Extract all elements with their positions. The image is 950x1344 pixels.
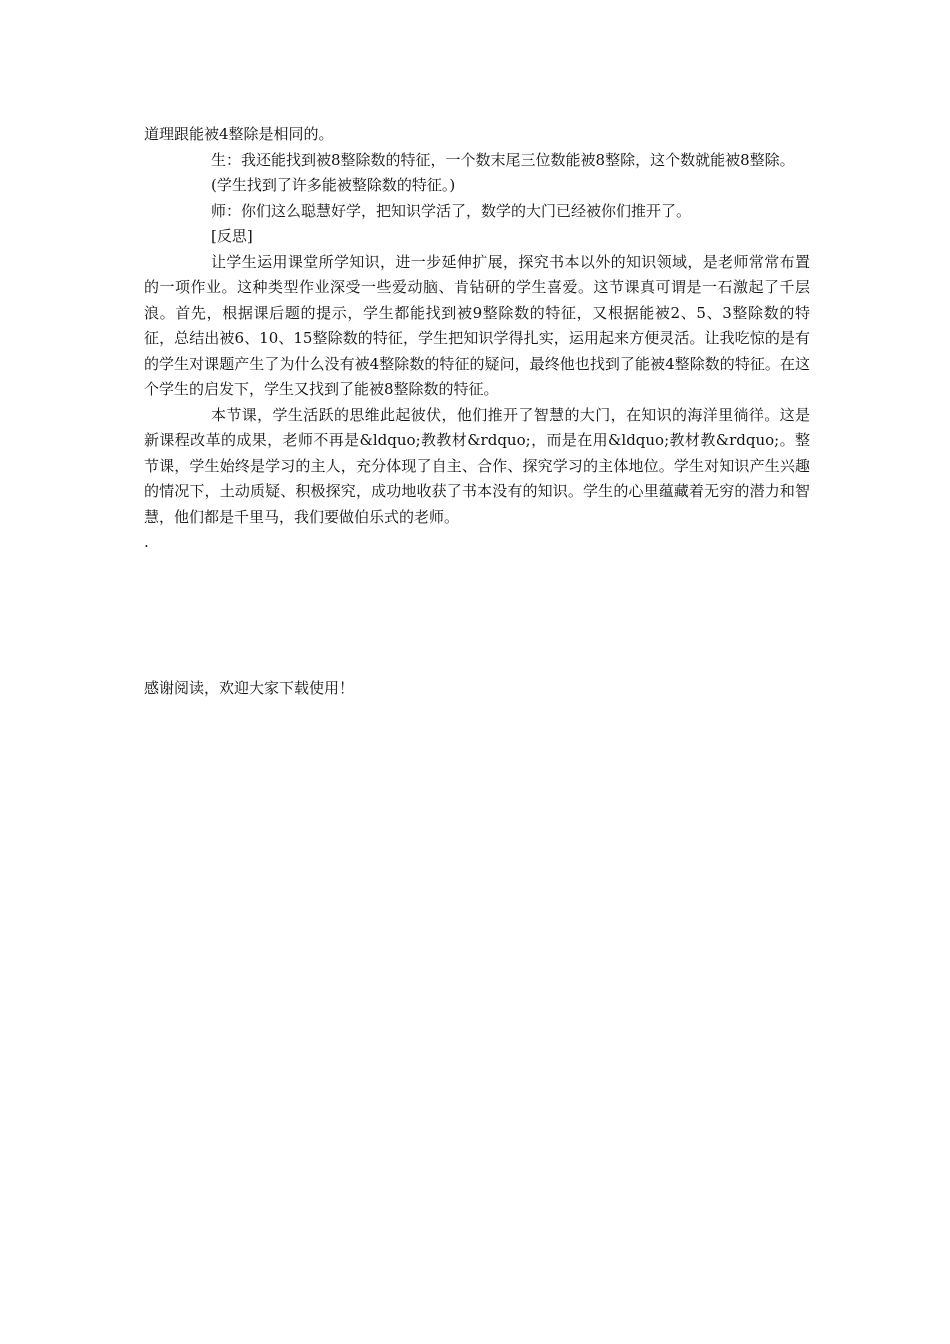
document-body — [144, 122, 810, 556]
trailing-mark: . — [144, 533, 149, 551]
paragraph: (学生找到了许多能被整除数的特征。) — [211, 176, 456, 194]
closing-note: 感谢阅读，欢迎大家下载使用！ — [144, 679, 355, 697]
section-heading: [反思] — [211, 227, 253, 245]
paragraph: 道理跟能被4整除是相同的。 — [144, 125, 334, 143]
paragraph: 让学生运用课堂所学知识，进一步延伸扩展，探究书本以外的知识领域，是老师常常布置的一项作业。这种类型作业深受一些爱动脑、肯钻研的学生喜爱。这节课真可谓是一石激起了千层浪。首先，根据课后题的提示，学生都能找到被9整除数的特征，又根据能被2、5、3整除数的特征，总结出被6、10、15整除数的特征，学生把知识学得扎实，运用起来方便灵活。让我吃惊的是有的学生对课题产生了为什么没有被4整除数的特征的疑问，最终他也找到了能被4整除数的特征。在这个学生的启发下，学生又找到了能被8整除数的特征。 — [144, 252, 810, 398]
paragraph: 师：你们这么聪慧好学，把知识学活了，数学的大门已经被你们推开了。 — [211, 201, 692, 220]
paragraph: 本节课，学生活跃的思维此起彼伏，他们推开了智慧的大门，在知识的海洋里徜徉。这是新课程改革的成果，老师不再是&ldquo;教教材&rdquo;，而是在用&ldquo;教材教&rdquo;。整节课，学生始终是学习的主人，充分体现了自主、合作、探究学习的主体地位。学生对知识产生兴趣的情况下，土动质疑、积极探究，成功地收获了书本没有的知识。学生的心里蕴藏着无穷的潜力和智慧，他们都是千里马，我们要做伯乐式的老师。 — [144, 405, 810, 526]
paragraph: 生：我还能找到被8整除数的特征，一个数末尾三位数能被8整除，这个数就能被8整除。 — [211, 150, 795, 169]
